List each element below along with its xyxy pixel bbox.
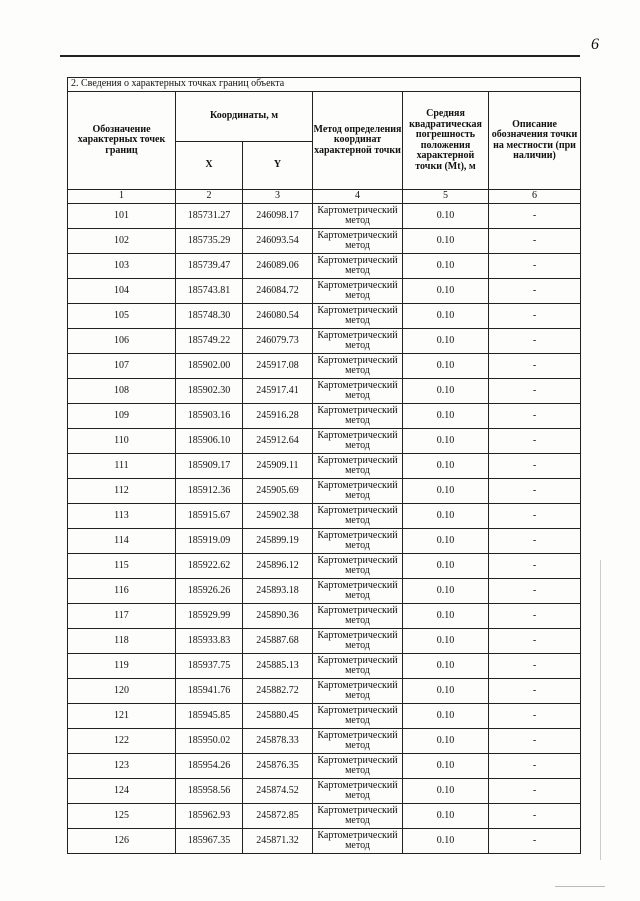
- method-cell: Картометрический метод: [313, 729, 403, 754]
- x-coordinate-cell: 185941.76: [176, 679, 243, 704]
- header-description: Описание обозначения точки на местности (при наличии): [489, 92, 581, 190]
- column-number: 2: [176, 190, 243, 204]
- description-cell: -: [489, 454, 581, 479]
- y-coordinate-cell: 245896.12: [243, 554, 313, 579]
- accuracy-cell: 0.10: [403, 529, 489, 554]
- description-cell: -: [489, 654, 581, 679]
- description-cell: -: [489, 704, 581, 729]
- description-cell: -: [489, 429, 581, 454]
- x-coordinate-cell: 185906.10: [176, 429, 243, 454]
- description-cell: -: [489, 229, 581, 254]
- point-designation-cell: 112: [68, 479, 176, 504]
- x-coordinate-cell: 185929.99: [176, 604, 243, 629]
- point-designation-cell: 105: [68, 304, 176, 329]
- method-cell: Картометрический метод: [313, 254, 403, 279]
- y-coordinate-cell: 246089.06: [243, 254, 313, 279]
- point-designation-cell: 109: [68, 404, 176, 429]
- method-cell: Картометрический метод: [313, 754, 403, 779]
- description-cell: -: [489, 579, 581, 604]
- accuracy-cell: 0.10: [403, 304, 489, 329]
- x-coordinate-cell: 185902.00: [176, 354, 243, 379]
- y-coordinate-cell: 245917.08: [243, 354, 313, 379]
- table-row: [68, 829, 581, 854]
- description-cell: -: [489, 329, 581, 354]
- header-y: Y: [243, 142, 313, 190]
- accuracy-cell: 0.10: [403, 504, 489, 529]
- description-cell: -: [489, 354, 581, 379]
- y-coordinate-cell: 245912.64: [243, 429, 313, 454]
- x-coordinate-cell: 185919.09: [176, 529, 243, 554]
- y-coordinate-cell: 246084.72: [243, 279, 313, 304]
- x-coordinate-cell: 185902.30: [176, 379, 243, 404]
- method-cell: Картометрический метод: [313, 229, 403, 254]
- x-coordinate-cell: 185739.47: [176, 254, 243, 279]
- description-cell: -: [489, 254, 581, 279]
- point-designation-cell: 121: [68, 704, 176, 729]
- table-row: [68, 504, 581, 529]
- accuracy-cell: 0.10: [403, 279, 489, 304]
- y-coordinate-cell: 246093.54: [243, 229, 313, 254]
- page-number: 6: [591, 36, 599, 53]
- table-row: [68, 279, 581, 304]
- method-cell: Картометрический метод: [313, 504, 403, 529]
- y-coordinate-cell: 246079.73: [243, 329, 313, 354]
- y-coordinate-cell: 245917.41: [243, 379, 313, 404]
- description-cell: -: [489, 529, 581, 554]
- x-coordinate-cell: 185950.02: [176, 729, 243, 754]
- scan-edge-mark: [600, 560, 609, 860]
- accuracy-cell: 0.10: [403, 429, 489, 454]
- method-cell: Картометрический метод: [313, 204, 403, 229]
- table-row: [68, 304, 581, 329]
- method-cell: Картометрический метод: [313, 604, 403, 629]
- description-cell: -: [489, 554, 581, 579]
- table-row: [68, 804, 581, 829]
- method-cell: Картометрический метод: [313, 479, 403, 504]
- accuracy-cell: 0.10: [403, 629, 489, 654]
- point-designation-cell: 124: [68, 779, 176, 804]
- point-designation-cell: 126: [68, 829, 176, 854]
- method-cell: Картометрический метод: [313, 379, 403, 404]
- description-cell: -: [489, 829, 581, 854]
- section-title: 2. Сведения о характерных точках границ объекта: [68, 78, 581, 92]
- description-cell: -: [489, 679, 581, 704]
- boundary-points-table: [67, 77, 581, 854]
- accuracy-cell: 0.10: [403, 579, 489, 604]
- point-designation-cell: 101: [68, 204, 176, 229]
- header-method: Метод определения координат характерной точки: [313, 92, 403, 190]
- header-accuracy: Средняя квадратическая погрешность положения характерной точки (Mt), м: [403, 92, 489, 190]
- table-row: [68, 429, 581, 454]
- x-coordinate-cell: 185735.29: [176, 229, 243, 254]
- table-row: [68, 254, 581, 279]
- point-designation-cell: 122: [68, 729, 176, 754]
- header-x: X: [176, 142, 243, 190]
- accuracy-cell: 0.10: [403, 254, 489, 279]
- y-coordinate-cell: 245871.32: [243, 829, 313, 854]
- table-row: [68, 354, 581, 379]
- header-coordinates: Координаты, м: [176, 92, 313, 142]
- x-coordinate-cell: 185937.75: [176, 654, 243, 679]
- accuracy-cell: 0.10: [403, 229, 489, 254]
- table-row: [68, 704, 581, 729]
- point-designation-cell: 106: [68, 329, 176, 354]
- table-row: [68, 729, 581, 754]
- point-designation-cell: 119: [68, 654, 176, 679]
- x-coordinate-cell: 185922.62: [176, 554, 243, 579]
- table-row: [68, 204, 581, 229]
- table-row: [68, 454, 581, 479]
- point-designation-cell: 116: [68, 579, 176, 604]
- point-designation-cell: 114: [68, 529, 176, 554]
- table-row: [68, 654, 581, 679]
- point-designation-cell: 117: [68, 604, 176, 629]
- header-designation: Обозначение характерных точек границ: [68, 92, 176, 190]
- point-designation-cell: 125: [68, 804, 176, 829]
- accuracy-cell: 0.10: [403, 704, 489, 729]
- column-number: 3: [243, 190, 313, 204]
- accuracy-cell: 0.10: [403, 604, 489, 629]
- column-number: 5: [403, 190, 489, 204]
- method-cell: Картометрический метод: [313, 579, 403, 604]
- table-row: [68, 329, 581, 354]
- x-coordinate-cell: 185903.16: [176, 404, 243, 429]
- x-coordinate-cell: 185912.36: [176, 479, 243, 504]
- table-row: [68, 779, 581, 804]
- table-row: [68, 629, 581, 654]
- accuracy-cell: 0.10: [403, 779, 489, 804]
- description-cell: -: [489, 204, 581, 229]
- description-cell: -: [489, 379, 581, 404]
- method-cell: Картометрический метод: [313, 429, 403, 454]
- x-coordinate-cell: 185967.35: [176, 829, 243, 854]
- point-designation-cell: 123: [68, 754, 176, 779]
- column-number: 1: [68, 190, 176, 204]
- method-cell: Картометрический метод: [313, 304, 403, 329]
- description-cell: -: [489, 404, 581, 429]
- accuracy-cell: 0.10: [403, 679, 489, 704]
- table-row: [68, 404, 581, 429]
- accuracy-cell: 0.10: [403, 804, 489, 829]
- x-coordinate-cell: 185731.27: [176, 204, 243, 229]
- top-rule: [60, 55, 580, 57]
- point-designation-cell: 104: [68, 279, 176, 304]
- description-cell: -: [489, 804, 581, 829]
- y-coordinate-cell: 245902.38: [243, 504, 313, 529]
- y-coordinate-cell: 245909.11: [243, 454, 313, 479]
- description-cell: -: [489, 779, 581, 804]
- accuracy-cell: 0.10: [403, 479, 489, 504]
- x-coordinate-cell: 185915.67: [176, 504, 243, 529]
- y-coordinate-cell: 245899.19: [243, 529, 313, 554]
- point-designation-cell: 102: [68, 229, 176, 254]
- method-cell: Картометрический метод: [313, 454, 403, 479]
- y-coordinate-cell: 245878.33: [243, 729, 313, 754]
- table-row: [68, 679, 581, 704]
- point-designation-cell: 103: [68, 254, 176, 279]
- point-designation-cell: 107: [68, 354, 176, 379]
- accuracy-cell: 0.10: [403, 204, 489, 229]
- y-coordinate-cell: 245872.85: [243, 804, 313, 829]
- y-coordinate-cell: 245887.68: [243, 629, 313, 654]
- method-cell: Картометрический метод: [313, 329, 403, 354]
- description-cell: -: [489, 754, 581, 779]
- y-coordinate-cell: 246080.54: [243, 304, 313, 329]
- accuracy-cell: 0.10: [403, 829, 489, 854]
- accuracy-cell: 0.10: [403, 554, 489, 579]
- method-cell: Картометрический метод: [313, 779, 403, 804]
- table-row: [68, 529, 581, 554]
- point-designation-cell: 118: [68, 629, 176, 654]
- y-coordinate-cell: 245905.69: [243, 479, 313, 504]
- method-cell: Картометрический метод: [313, 554, 403, 579]
- accuracy-cell: 0.10: [403, 379, 489, 404]
- method-cell: Картометрический метод: [313, 629, 403, 654]
- point-designation-cell: 111: [68, 454, 176, 479]
- point-designation-cell: 110: [68, 429, 176, 454]
- method-cell: Картометрический метод: [313, 529, 403, 554]
- x-coordinate-cell: 185954.26: [176, 754, 243, 779]
- column-number: 4: [313, 190, 403, 204]
- description-cell: -: [489, 279, 581, 304]
- point-designation-cell: 120: [68, 679, 176, 704]
- method-cell: Картометрический метод: [313, 279, 403, 304]
- point-designation-cell: 115: [68, 554, 176, 579]
- table-row: [68, 379, 581, 404]
- method-cell: Картометрический метод: [313, 354, 403, 379]
- y-coordinate-cell: 245882.72: [243, 679, 313, 704]
- accuracy-cell: 0.10: [403, 454, 489, 479]
- accuracy-cell: 0.10: [403, 654, 489, 679]
- column-number-row: [68, 190, 581, 204]
- table-row: [68, 229, 581, 254]
- x-coordinate-cell: 185743.81: [176, 279, 243, 304]
- description-cell: -: [489, 629, 581, 654]
- accuracy-cell: 0.10: [403, 354, 489, 379]
- y-coordinate-cell: 245880.45: [243, 704, 313, 729]
- method-cell: Картометрический метод: [313, 654, 403, 679]
- scan-bottom-mark: [555, 886, 605, 887]
- method-cell: Картометрический метод: [313, 404, 403, 429]
- y-coordinate-cell: 245890.36: [243, 604, 313, 629]
- y-coordinate-cell: 245874.52: [243, 779, 313, 804]
- y-coordinate-cell: 245885.13: [243, 654, 313, 679]
- x-coordinate-cell: 185933.83: [176, 629, 243, 654]
- y-coordinate-cell: 245916.28: [243, 404, 313, 429]
- description-cell: -: [489, 604, 581, 629]
- column-number: 6: [489, 190, 581, 204]
- x-coordinate-cell: 185945.85: [176, 704, 243, 729]
- x-coordinate-cell: 185749.22: [176, 329, 243, 354]
- description-cell: -: [489, 479, 581, 504]
- x-coordinate-cell: 185958.56: [176, 779, 243, 804]
- method-cell: Картометрический метод: [313, 829, 403, 854]
- y-coordinate-cell: 245876.35: [243, 754, 313, 779]
- point-designation-cell: 108: [68, 379, 176, 404]
- y-coordinate-cell: 245893.18: [243, 579, 313, 604]
- x-coordinate-cell: 185926.26: [176, 579, 243, 604]
- method-cell: Картометрический метод: [313, 704, 403, 729]
- method-cell: Картометрический метод: [313, 804, 403, 829]
- x-coordinate-cell: 185909.17: [176, 454, 243, 479]
- accuracy-cell: 0.10: [403, 754, 489, 779]
- accuracy-cell: 0.10: [403, 329, 489, 354]
- table-row: [68, 604, 581, 629]
- table-row: [68, 579, 581, 604]
- table-row: [68, 554, 581, 579]
- description-cell: -: [489, 304, 581, 329]
- table-body: [68, 204, 581, 854]
- description-cell: -: [489, 729, 581, 754]
- accuracy-cell: 0.10: [403, 729, 489, 754]
- point-designation-cell: 113: [68, 504, 176, 529]
- y-coordinate-cell: 246098.17: [243, 204, 313, 229]
- description-cell: -: [489, 504, 581, 529]
- table-row: [68, 754, 581, 779]
- x-coordinate-cell: 185962.93: [176, 804, 243, 829]
- accuracy-cell: 0.10: [403, 404, 489, 429]
- x-coordinate-cell: 185748.30: [176, 304, 243, 329]
- table-row: [68, 479, 581, 504]
- method-cell: Картометрический метод: [313, 679, 403, 704]
